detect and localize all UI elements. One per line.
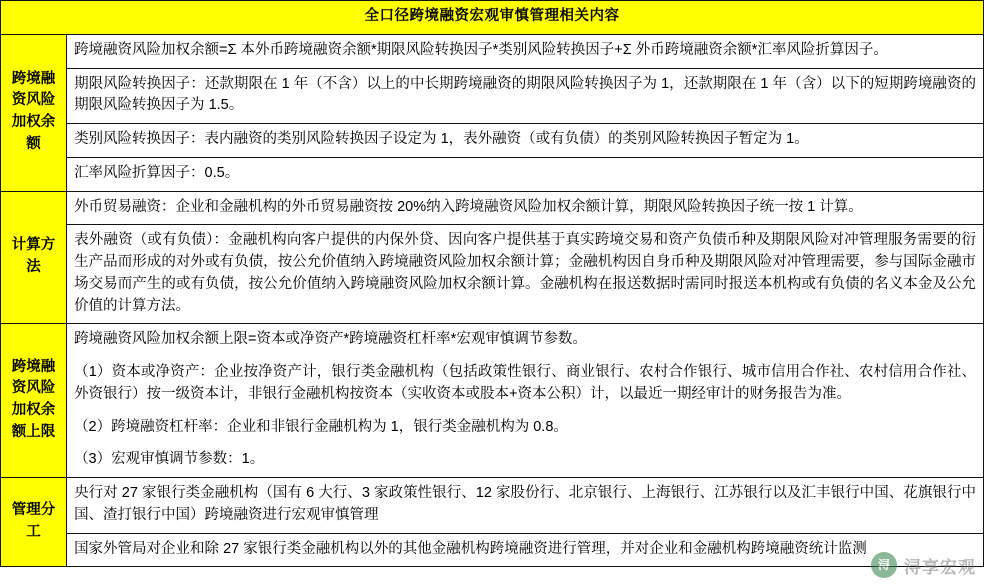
cell-text: 外币贸易融资：企业和金融机构的外币贸易融资按 20%纳入跨境融资风险加权余额计算，期限风险转换因子统一按 1 计算。 — [67, 191, 984, 225]
table-row — [1, 34, 984, 68]
table-row — [1, 324, 984, 357]
table-row — [1, 124, 984, 158]
table-row — [1, 444, 984, 477]
cell-text: （1）资本或净资产：企业按净资产计，银行类金融机构（包括政策性银行、商业银行、农村合作银行、城市信用合作社、农村信用合作社、外资银行）按一级资本计，非银行金融机构按资本（实收资本或股本+资本公积）计，以最近一期经审计的财务报告为准。 — [67, 357, 984, 412]
table-row — [1, 533, 984, 567]
cell-text: （3）宏观审慎调节参数：1。 — [67, 444, 984, 477]
row-label-balance-cap: 跨境融资风险加权余额上限 — [1, 324, 67, 478]
cell-text: 汇率风险折算因子：0.5。 — [67, 157, 984, 191]
row-label-management-division: 管理分工 — [1, 478, 67, 567]
table-row — [1, 225, 984, 324]
row-label-risk-weighted-balance: 跨境融资风险加权余额 — [1, 34, 67, 191]
table-row — [1, 157, 984, 191]
table-row — [1, 412, 984, 445]
table-row — [1, 478, 984, 534]
cell-text: 类别风险转换因子：表内融资的类别风险转换因子设定为 1，表外融资（或有负债）的类别风险转换因子暂定为 1。 — [67, 124, 984, 158]
table-title: 全口径跨境融资宏观审慎管理相关内容 — [1, 1, 984, 35]
row-label-calculation-method: 计算方法 — [1, 191, 67, 324]
table-title-row — [1, 1, 984, 35]
cell-text: 国家外管局对企业和除 27 家银行类金融机构以外的其他金融机构跨境融资进行管理，并对企业和金融机构跨境融资统计监测 — [67, 533, 984, 567]
watermark-text: 浔享宏观 — [904, 557, 976, 577]
table-row — [1, 68, 984, 124]
cell-text: 跨境融资风险加权余额上限=资本或净资产*跨境融资杠杆率*宏观审慎调节参数。 — [67, 324, 984, 357]
table-row — [1, 357, 984, 412]
cell-text: （2）跨境融资杠杆率：企业和非银行金融机构为 1，银行类金融机构为 0.8。 — [67, 412, 984, 445]
cell-text: 央行对 27 家银行类金融机构（国有 6 大行、3 家政策性银行、12 家股份行、北京银行、上海银行、江苏银行以及汇丰银行中国、花旗银行中国、渣打银行中国）跨境融资进行宏观审慎管理 — [67, 478, 984, 534]
cell-text: 跨境融资风险加权余额=Σ 本外币跨境融资余额*期限风险转换因子*类别风险转换因子+Σ 外币跨境融资余额*汇率风险折算因子。 — [67, 34, 984, 68]
watermark-logo-icon: 浔 — [871, 552, 897, 578]
table-row — [1, 191, 984, 225]
cell-text: 表外融资（或有负债）：金融机构向客户提供的内保外贷、因向客户提供基于真实跨境交易和资产负债币种及期限风险对冲管理服务需要的衍生产品而形成的对外或有负债，按公允价值纳入跨境融资风险加权余额计算；金融机构因自身币种及期限风险对冲管理需要，参与国际金融市场交易而产生的或有负债，按公允价值纳入跨境融资风险加权余额计算。金融机构在报送数据时需同时报送本机构或有负债的名义本金及公允价值的计算方法。 — [67, 225, 984, 324]
cell-text: 期限风险转换因子：还款期限在 1 年（不含）以上的中长期跨境融资的期限风险转换因子为 1，还款期限在 1 年（含）以下的短期跨境融资的期限风险转换因子为 1.5。 — [67, 68, 984, 124]
